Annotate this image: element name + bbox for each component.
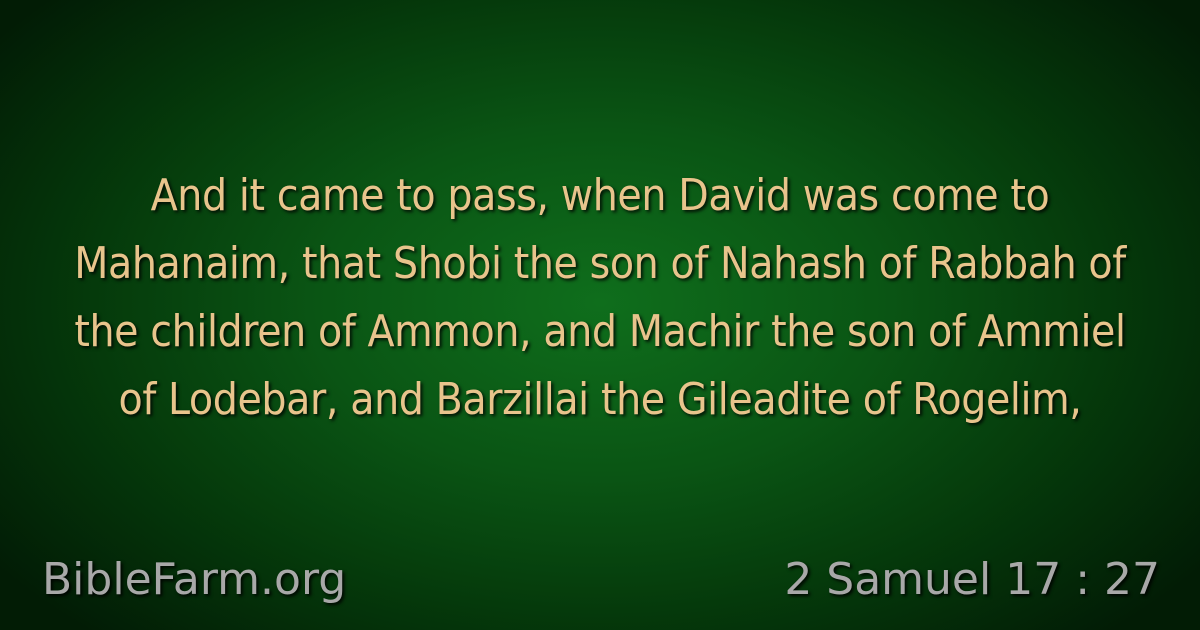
verse-line-2: Mahanaim, that Shobi the son of Nahash of Rabbah of bbox=[74, 238, 1126, 289]
verse-reference: 2 Samuel 17 : 27 bbox=[784, 554, 1160, 605]
verse-line-4: of Lodebar, and Barzillai the Gileadite of Rogelim, bbox=[118, 374, 1082, 425]
verse-line-1: And it came to pass, when David was come to bbox=[150, 170, 1050, 221]
verse-line-3: the children of Ammon, and Machir the son of Ammiel bbox=[74, 306, 1126, 357]
verse-text bbox=[40, 162, 1160, 434]
site-watermark: BibleFarm.org bbox=[42, 554, 347, 605]
